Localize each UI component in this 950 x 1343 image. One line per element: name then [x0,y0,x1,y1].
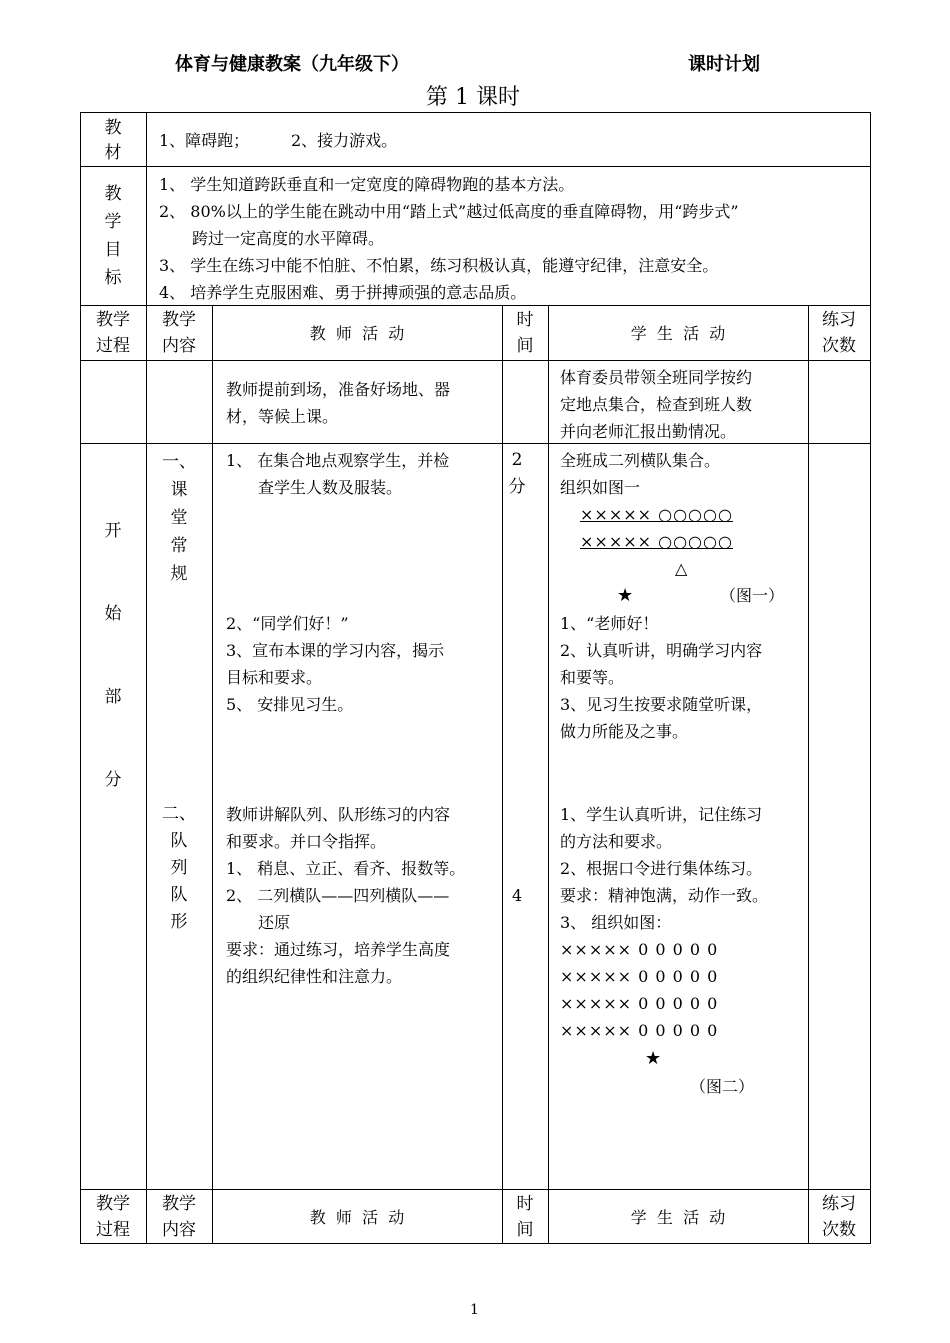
figure-2-row-1: ××××× 0 0 0 0 0 [560,940,719,959]
materials-item-1: 1、障碍跑； [159,131,250,150]
student-1-line-1: 全班成二列横队集合。 [560,451,721,470]
teacher-3-line-2: 和要求。并口令指挥。 [226,832,387,851]
teacher-2-line-4: 5、 安排见习生。 [226,695,354,714]
col-content-header-bottom: 教学 内容 [162,1194,196,1240]
star-icon: ★ [617,585,634,606]
teacher-1-line-2: 查学生人数及服装。 [258,478,403,497]
triangle-icon: △ [675,559,688,578]
teacher-3-line-7: 的组织纪律性和注意力。 [226,967,403,986]
student-3-line-5: 3、 组织如图： [560,913,672,932]
teacher-3-line-5: 还原 [258,913,291,932]
student-2-line-3: 和要等。 [560,668,625,687]
time-routine: 2 分 [508,450,526,497]
prep-teacher-1: 教师提前到场，准备好场地、器 [226,380,451,399]
figure-1-caption: （图一） [720,586,785,605]
objectives-label: 教 学 目 标 [104,184,122,288]
prep-student-1: 体育委员带领全班同学按约 [560,368,753,387]
student-3-line-4: 要求：精神饱满，动作一致。 [560,886,769,905]
teacher-2-line-1: 2、“同学们好！” [226,614,349,633]
teacher-3-line-4: 2、 二列横队——四列横队—— [226,886,450,905]
objective-2: 2、 80%以上的学生能在跳动中用“踏上式”越过低高度的垂直障碍物，用“跨步式” [159,202,739,221]
teacher-2-line-3: 目标和要求。 [226,668,323,687]
col-time-header: 时 间 [516,310,534,356]
prep-student-3: 并向老师汇报出勤情况。 [560,422,737,441]
teacher-2-line-2: 3、宣布本课的学习内容，揭示 [226,641,445,660]
figure-1-row-2: ××××× ○○○○○ [580,532,733,551]
figure-2-row-3: ××××× 0 0 0 0 0 [560,994,719,1013]
student-2-line-1: 1、“老师好！ [560,614,659,633]
time-formation: 4 [512,886,523,905]
objective-4: 4、 培养学生克服困难、勇于拼搏顽强的意志品质。 [159,283,527,302]
student-3-line-3: 2、根据口令进行集体练习。 [560,859,763,878]
objective-3: 3、 学生在练习中能不怕脏、不怕累，练习积极认真，能遵守纪律，注意安全。 [159,256,719,275]
student-2-line-4: 3、见习生按要求随堂听课， [560,695,763,714]
student-2-line-5: 做力所能及之事。 [560,722,689,741]
page-number: 1 [470,1302,479,1318]
materials-label: 教 材 [104,118,122,163]
col-content-header: 教学 内容 [162,310,196,356]
student-1-line-2: 组织如图一 [560,478,641,497]
student-2-line-2: 2、认真听讲，明确学习内容 [560,641,763,660]
prep-teacher-2: 材，等候上课。 [226,407,339,426]
student-3-line-2: 的方法和要求。 [560,832,673,851]
teacher-1-line-1: 1、 在集合地点观察学生，并检 [226,451,450,470]
col-teacher-header-bottom: 教 师 活 动 [309,1208,405,1227]
teacher-3-line-6: 要求：通过练习，培养学生高度 [226,940,451,959]
teacher-3-line-1: 教师讲解队列、队形练习的内容 [226,805,451,824]
figure-2-row-4: ××××× 0 0 0 0 0 [560,1021,719,1040]
col-teacher-header: 教 师 活 动 [309,324,405,343]
objective-2-cont: 跨过一定高度的水平障碍。 [192,229,385,248]
content-class-routine: 一、 课 堂 常 规 [162,452,196,584]
prep-student-2: 定地点集合，检查到班人数 [560,395,753,414]
content-formation-drill: 二、 队 列 队 形 [162,804,196,932]
doc-title: 体育与健康教案（九年级下） [175,54,409,75]
figure-2-caption: （图二） [690,1077,755,1096]
figure-1-row-1: ××××× ○○○○○ [580,505,733,524]
col-process-header-bottom: 教学 过程 [96,1194,130,1240]
materials-item-2: 2、接力游戏。 [291,131,398,150]
student-3-line-1: 1、学生认真听讲，记住练习 [560,805,763,824]
col-count-header-bottom: 练习 次数 [822,1194,856,1240]
teacher-3-line-3: 1、 稍息、立正、看齐、报数等。 [226,859,466,878]
col-time-header-bottom: 时 间 [516,1194,534,1240]
figure-2-row-2: ××××× 0 0 0 0 0 [560,967,719,986]
objective-1: 1、 学生知道跨跃垂直和一定宽度的障碍物跑的基本方法。 [159,175,575,194]
col-student-header: 学 生 活 动 [630,324,726,343]
col-student-header-bottom: 学 生 活 动 [630,1208,726,1227]
star-icon: ★ [645,1048,662,1069]
col-count-header: 练习 次数 [822,310,856,356]
col-process-header: 教学 过程 [96,310,130,356]
plan-label: 课时计划 [688,54,760,75]
lesson-number: 第 1 课时 [426,85,520,110]
